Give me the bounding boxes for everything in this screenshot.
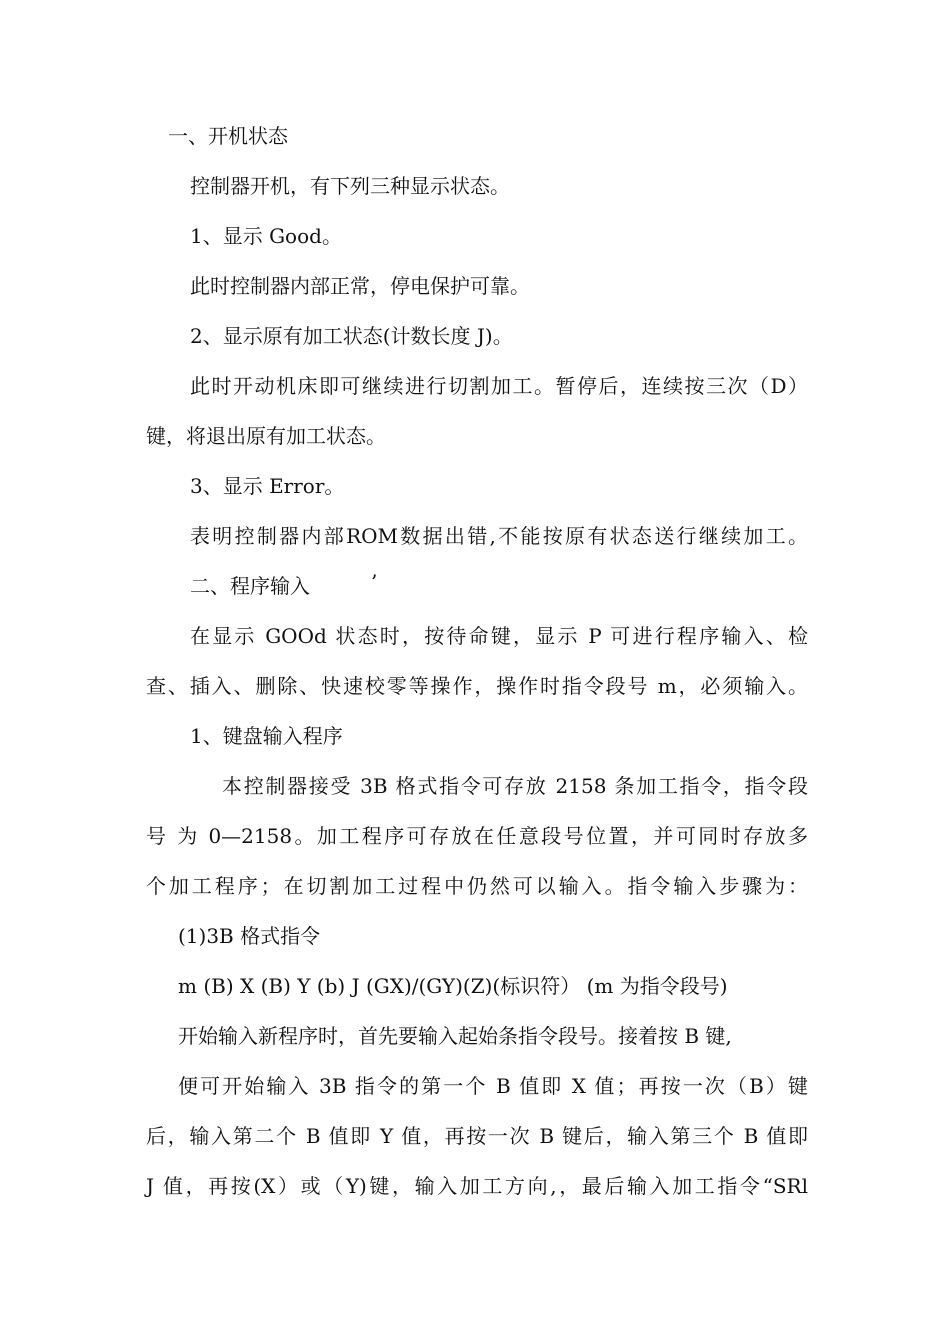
list-item-good: 1、显示 Good。	[190, 224, 342, 248]
subheading-3b-format: (1)3B 格式指令	[178, 924, 321, 948]
paragraph-line: 开始输入新程序时，首先要输入起始条指令段号。接着按 B 键,	[178, 1024, 732, 1048]
stray-apostrophe: ’	[371, 570, 378, 594]
format-line: m (B) X (B) Y (b) J (GX)/(GY)(Z)(标识符） (m 为指令段号)	[178, 974, 728, 998]
paragraph-line: 便可开始输入 3B 指令的第一个 B 值即 X 值；再按一次（B）键	[178, 1074, 808, 1098]
paragraph-line: 此时控制器内部正常，停电保护可靠。	[190, 274, 530, 298]
paragraph-line: 本控制器接受 3B 格式指令可存放 2158 条加工指令，指令段	[222, 774, 808, 798]
paragraph-line: 在显示 GOOd 状态时，按待命键，显示 P 可进行程序输入、检	[190, 624, 808, 648]
paragraph-line: 此时开动机床即可继续进行切割加工。暂停后，连续按三次（D）	[190, 374, 808, 398]
subheading-keyboard-input: 1、键盘输入程序	[190, 724, 343, 748]
paragraph-line: 号 为 0—2158。加工程序可存放在任意段号位置，并可同时存放多	[146, 824, 808, 848]
paragraph-line: 查、插入、删除、快速校零等操作，操作时指令段号 m，必须输入。	[146, 674, 808, 698]
heading-power-on-state: 一、开机状态	[168, 124, 288, 148]
heading-program-input: 二、程序输入	[190, 574, 310, 598]
paragraph-line: 键，将退出原有加工状态。	[146, 424, 386, 448]
paragraph-line: 控制器开机，有下列三种显示状态。	[190, 174, 510, 198]
paragraph-line: 个加工程序；在切割加工过程中仍然可以输入。指令输入步骤为：	[146, 874, 808, 898]
paragraph-line: J 值，再按(X）或（Y)键，输入加工方向,，最后输入加工指令“SRl	[146, 1174, 808, 1198]
list-item-error: 3、显示 Error。	[190, 474, 345, 498]
paragraph-line: 表明控制器内部ROM数据出错,不能按原有状态送行继续加工。	[190, 524, 808, 548]
list-item-previous-state: 2、显示原有加工状态(计数长度 J)。	[190, 324, 513, 348]
paragraph-line: 后，输入第二个 B 值即 Y 值，再按一次 B 键后，输入第三个 B 值即	[146, 1124, 808, 1148]
